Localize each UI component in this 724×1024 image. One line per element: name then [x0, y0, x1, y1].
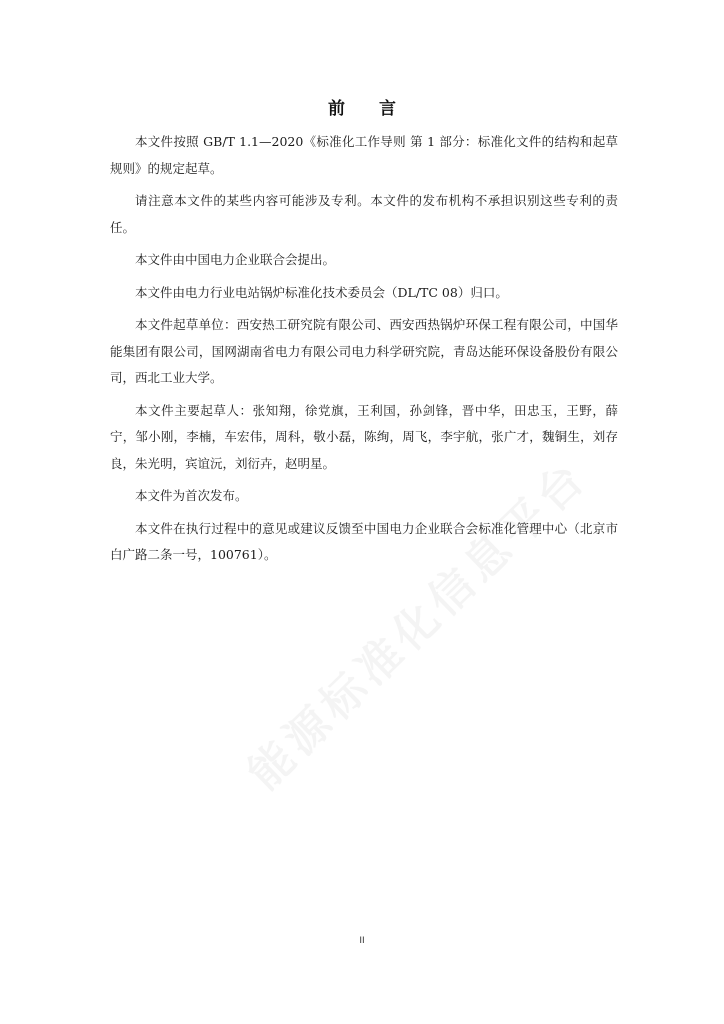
- paragraph-technical-committee: 本文件由电力行业电站锅炉标准化技术委员会（DL/TC 08）归口。: [135, 284, 508, 300]
- paragraph-proposer: 本文件由中国电力企业联合会提出。: [135, 252, 336, 267]
- paragraph-drafting-rules: 本文件按照 GB/T 1.1—2020《标准化工作导则 第 1 部分：标准化文件的结构和起草规则》的规定起草。: [110, 134, 618, 176]
- paragraph-drafters: 本文件主要起草人：张知翔，徐党旗，王利国，孙剑锋，晋中华，田忠玉，王野，薛宁，邹小刚，李楠，车宏伟，周科，敬小磊，陈绚，周飞，李宇航，张广才，魏铜生，刘存良，朱光明，宾谊沅，刘衍卉，赵明星。: [110, 402, 618, 471]
- paragraph-drafting-organizations: 本文件起草单位：西安热工研究院有限公司、西安西热锅炉环保工程有限公司，中国华能集团有限公司，国网湖南省电力有限公司电力科学研究院，青岛达能环保设备股份有限公司，西北工业大学。: [110, 317, 618, 385]
- paragraph-feedback: 本文件在执行过程中的意见或建议反馈至中国电力企业联合会标准化管理中心（北京市白广路二条一号，100761）。: [110, 520, 618, 562]
- foreword-body: [110, 129, 618, 575]
- page-number: II: [359, 936, 365, 946]
- page-title: 前 言: [328, 99, 410, 119]
- paragraph-patent-notice: 请注意本文件的某些内容可能涉及专利。本文件的发布机构不承担识别这些专利的责任。: [110, 193, 618, 235]
- paragraph-first-release: 本文件为首次发布。: [135, 488, 248, 503]
